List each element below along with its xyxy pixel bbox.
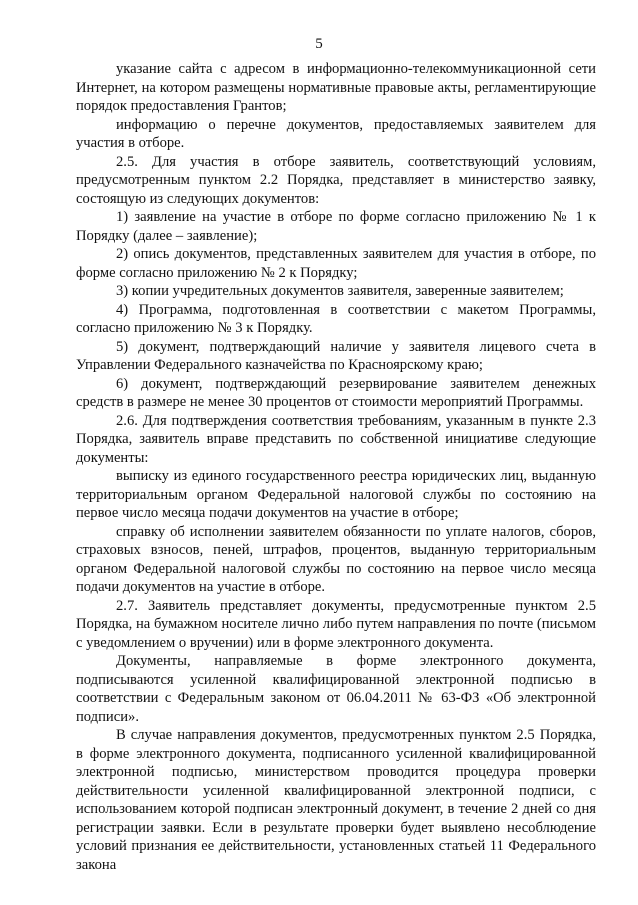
paragraph: информацию о перечне документов, предоставляемых заявителем для участия в отборе. — [76, 116, 596, 151]
paragraph: справку об исполнении заявителем обязанности по уплате налогов, сборов, страховых взносов, пеней, штрафов, процентов, выданную территориальным органом Федеральной налоговой службы по состоянию на первое число месяца подачи документов на участие в отборе. — [76, 523, 596, 595]
document-body — [76, 60, 596, 874]
paragraph: Документы, направляемые в форме электронного документа, подписываются усиленной квалифицированной электронной подписью в соответствии с Федеральным законом от 06.04.2011 № 63-ФЗ «Об электронной подписи». — [76, 653, 596, 725]
paragraph: 2.6. Для подтверждения соответствия требованиям, указанным в пункте 2.3 Порядка, заявитель вправе представить по собственной инициативе следующие документы: — [76, 412, 596, 466]
paragraph: 3) копии учредительных документов заявителя, заверенные заявителем; — [116, 283, 564, 299]
paragraph: 2) опись документов, представленных заявителем для участия в отборе, по форме согласно приложению № 2 к Порядку; — [76, 246, 596, 281]
paragraph: В случае направления документов, предусмотренных пунктом 2.5 Порядка, в форме электронного документа, подписанного усиленной квалифицированной электронной подписью, министерством проводится процедура проверки действительности усиленной квалифицированной электронной подписи, с использованием которой подписан электронный документ, в течение 2 дней со дня регистрации заявки. Если в результате проверки будет выявлено несоблюдение условий признания ее действительности, установленных статьей 11 Федерального закона — [76, 727, 596, 873]
paragraph: 1) заявление на участие в отборе по форме согласно приложению № 1 к Порядку (далее – заявление); — [76, 209, 596, 244]
paragraph: 5) документ, подтверждающий наличие у заявителя лицевого счета в Управлении Федерального казначейства по Красноярскому краю; — [76, 338, 596, 373]
paragraph: выписку из единого государственного реестра юридических лиц, выданную территориальным органом Федеральной налоговой службы по состоянию на первое число месяца подачи документов на участие в отборе; — [76, 468, 596, 521]
paragraph: 6) документ, подтверждающий резервирование заявителем денежных средств в размере не менее 30 процентов от стоимости мероприятий Программы. — [76, 375, 596, 410]
paragraph: 2.7. Заявитель представляет документы, предусмотренные пунктом 2.5 Порядка, на бумажном носителе лично либо путем направления по почте (письмом с уведомлением о вручении) или в форме электронного документа. — [76, 597, 596, 651]
paragraph: 2.5. Для участия в отборе заявитель, соответствующий условиям, предусмотренным пунктом 2.2 Порядка, представляет в министерство заявку, состоящую из следующих документов: — [76, 153, 596, 207]
page-number: 5 — [315, 36, 323, 52]
paragraph: 4) Программа, подготовленная в соответствии с макетом Программы, согласно приложению № 3 к Порядку. — [76, 301, 596, 336]
paragraph: указание сайта с адресом в информационно-телекоммуникационной сети Интернет, на котором размещены нормативные правовые акты, регламентирующие порядок предоставления Грантов; — [76, 61, 596, 114]
